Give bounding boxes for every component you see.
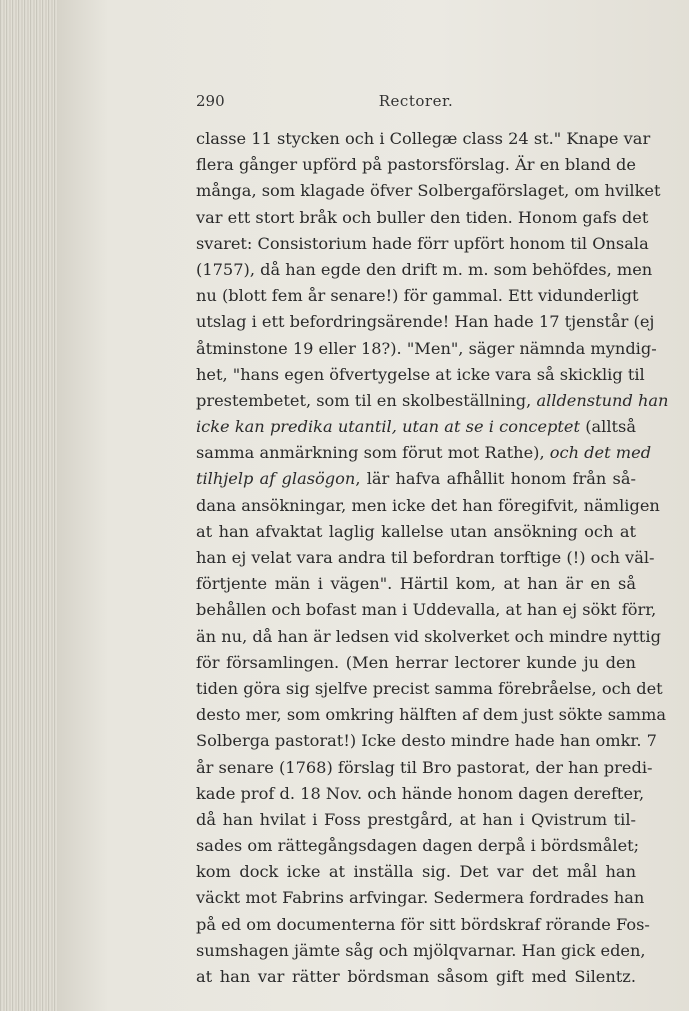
text-line: på ed om documenterna för sitt bördskraf rörande Fos- — [196, 914, 650, 934]
italic-quote: icke kan predika utantil, utan at se i conceptet — [196, 417, 580, 437]
text-line: at han var rätter bördsman såsom gift med Silentz. — [196, 967, 636, 986]
running-title: Rectorer. — [378, 92, 454, 110]
page-edges — [0, 0, 58, 1011]
text-line: förtjente män i vägen". Härtil kom, at han är en så — [196, 574, 636, 594]
text-line: kade prof d. 18 Nov. och hände honom dagen derefter, — [196, 783, 645, 803]
text-line: flera gånger upförd på pastorsförslag. Är en bland de — [196, 155, 636, 175]
text-line: många, som klagade öfver Solbergaförslaget, om hvilket — [196, 181, 661, 201]
page-number: 290 — [196, 92, 225, 110]
running-head — [196, 92, 636, 114]
text-line: väckt mot Fabrins arfvingar. Sedermera fordrades han — [196, 888, 645, 908]
italic-quote: och det med — [549, 443, 652, 463]
text-line: behållen och bofast man i Uddevalla, at han ej sökt förr, — [196, 600, 657, 620]
text-line: åtminstone 19 eller 18?). "Men", säger nämnda myndig- — [196, 338, 657, 358]
text-line: tiden göra sig sjelfve precist samma förebråelse, och det — [196, 678, 663, 698]
text-line: nu (blott fem år senare!) för gammal. Ett vidunderligt — [196, 286, 639, 306]
text-line: då han hvilat i Foss prestgård, at han i Qvistrum til- — [196, 809, 636, 829]
text-line: än nu, då han är ledsen vid skolverket och mindre nyttig — [196, 626, 661, 646]
text-line: sades om rättegångsdagen dagen derpå i bördsmålet; — [196, 836, 640, 856]
text-line: han ej velat vara andra til befordran torftige (!) och väl- — [196, 548, 655, 567]
text-line: år senare (1768) förslag til Bro pastorat, der han predi- — [196, 757, 653, 777]
italic-quote: tilhjelp af glasögon — [196, 469, 356, 489]
text-line: tilhjelp af glasögon, lär hafva afhållit honom från så- — [196, 469, 636, 489]
text-line: kom dock icke at inställa sig. Det var det mål han — [196, 862, 636, 882]
text-line: var ett stort bråk och buller den tiden. Honom gafs det — [196, 207, 649, 227]
text-line: prestembetet, som til en skolbeställning, alldenstund han — [196, 390, 669, 410]
text-line: desto mer, som omkring hälften af dem just sökte samma — [196, 705, 667, 725]
text-line: utslag i ett befordringsärende! Han hade 17 tjenstår (ej — [196, 312, 655, 332]
text-line: at han afvaktat laglig kallelse utan ansökning och at — [196, 521, 636, 541]
text-line: icke kan predika utantil, utan at se i conceptet (alltså — [196, 417, 636, 437]
text-line: svaret: Consistorium hade förr upfört honom til Onsala — [196, 233, 649, 253]
text-line: het, "hans egen öfvertygelse at icke vara så skicklig til — [196, 364, 645, 384]
italic-quote: alldenstund han — [536, 390, 669, 410]
text-line: för församlingen. (Men herrar lectorer kunde ju den — [196, 652, 636, 672]
body-text — [196, 126, 669, 990]
text-line: samma anmärkning som förut mot Rathe), och det med — [196, 443, 652, 463]
text-line: dana ansökningar, men icke det han föregifvit, nämligen — [196, 495, 660, 515]
text-line: classe 11 stycken och i Collegæ class 24 st." Knape var — [196, 129, 651, 148]
text-line: (1757), då han egde den drift m. m. som behöfdes, men — [196, 259, 653, 279]
text-line: Solberga pastorat!) Icke desto mindre hade han omkr. 7 — [196, 731, 657, 751]
text-line: sumshagen jämte såg och mjölqvarnar. Han gick eden, — [196, 940, 646, 960]
